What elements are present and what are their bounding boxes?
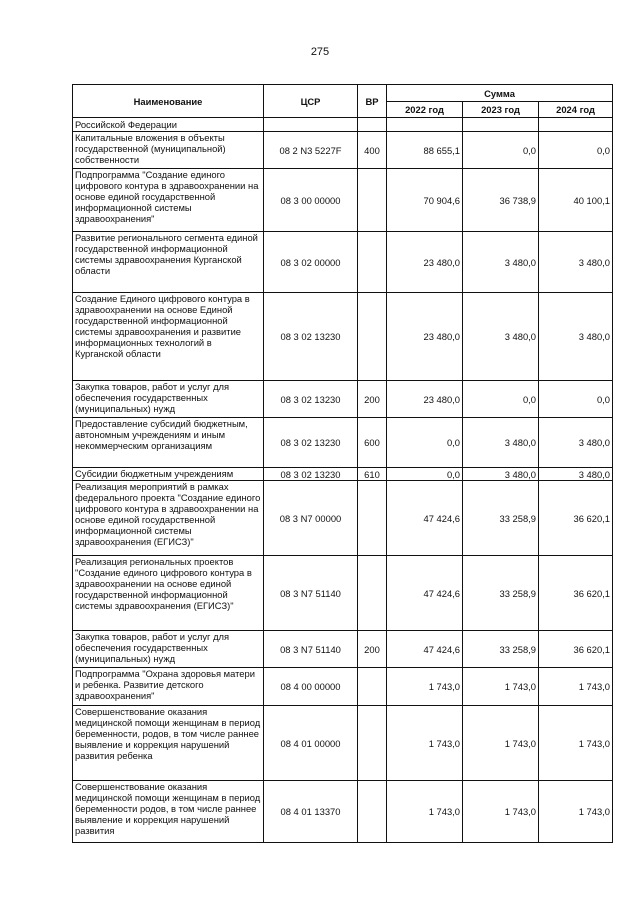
row-2023: 0,0 [463, 132, 539, 169]
header-year-2023: 2023 год [463, 102, 539, 118]
row-2023: 36 738,9 [463, 169, 539, 232]
row-csr: 08 3 N7 51140 [264, 631, 358, 668]
row-2023: 33 258,9 [463, 556, 539, 631]
row-2024: 36 620,1 [539, 631, 613, 668]
row-vr [358, 481, 387, 556]
row-2024: 1 743,0 [539, 668, 613, 706]
row-csr: 08 3 00 00000 [264, 169, 358, 232]
table-row [73, 556, 613, 631]
row-2024: 0,0 [539, 381, 613, 418]
row-vr [358, 706, 387, 781]
table-row [73, 418, 613, 468]
row-name: Развитие регионального сегмента единой государственной информационной системы здравоохранения Курганской области [73, 232, 264, 293]
row-2022: 23 480,0 [387, 293, 463, 381]
row-2022: 88 655,1 [387, 132, 463, 169]
header-csr: ЦСР [264, 85, 358, 118]
row-vr: 610 [358, 468, 387, 481]
row-2022: 23 480,0 [387, 232, 463, 293]
row-csr: 08 3 02 13230 [264, 381, 358, 418]
row-vr [358, 169, 387, 232]
row-2023: 33 258,9 [463, 631, 539, 668]
row-vr [358, 781, 387, 843]
row-2022: 1 743,0 [387, 668, 463, 706]
row-name: Подпрограмма "Создание единого цифрового контура в здравоохранении на основе единой государственной информационной системы здравоохранения" [73, 169, 264, 232]
table-row [73, 232, 613, 293]
row-2024: 1 743,0 [539, 706, 613, 781]
row-2022: 1 743,0 [387, 706, 463, 781]
row-csr: 08 3 02 13230 [264, 468, 358, 481]
table-row [73, 631, 613, 668]
row-2024: 1 743,0 [539, 781, 613, 843]
region-cell: Российской Федерации [73, 118, 264, 132]
table-row [73, 381, 613, 418]
page-number: 275 [310, 46, 330, 58]
row-2023: 33 258,9 [463, 481, 539, 556]
row-name: Реализация региональных проектов "Создание единого цифрового контура в здравоохранении на основе единой государственной информационной системы здравоохранения (ЕГИСЗ)" [73, 556, 264, 631]
row-name: Закупка товаров, работ и услуг для обеспечения государственных (муниципальных) нужд [73, 381, 264, 418]
row-csr: 08 2 N3 5227F [264, 132, 358, 169]
row-csr: 08 3 02 13230 [264, 293, 358, 381]
row-2022: 47 424,6 [387, 631, 463, 668]
row-csr: 08 4 01 00000 [264, 706, 358, 781]
table-row [73, 293, 613, 381]
row-2022: 0,0 [387, 418, 463, 468]
header-vr: ВР [358, 85, 387, 118]
row-vr [358, 232, 387, 293]
row-2023: 1 743,0 [463, 706, 539, 781]
row-vr: 400 [358, 132, 387, 169]
row-2024: 3 480,0 [539, 293, 613, 381]
row-name: Совершенствование оказания медицинской помощи женщинам в период беременности, родов, в том числе раннее выявление и коррекция нарушений развития ребенка [73, 706, 264, 781]
row-2023: 3 480,0 [463, 293, 539, 381]
row-name: Подпрограмма "Охрана здоровья матери и ребенка. Развитие детского здравоохранения" [73, 668, 264, 706]
row-csr: 08 4 00 00000 [264, 668, 358, 706]
row-vr [358, 556, 387, 631]
row-2022: 23 480,0 [387, 381, 463, 418]
row-2023: 1 743,0 [463, 668, 539, 706]
row-name: Реализация мероприятий в рамках федерального проекта "Создание единого цифрового контура в здравоохранении на основе единой государственной информационной системы здравоохранения (ЕГИСЗ)" [73, 481, 264, 556]
header-name: Наименование [73, 85, 264, 118]
row-vr: 600 [358, 418, 387, 468]
row-2023: 3 480,0 [463, 232, 539, 293]
row-name: Капитальные вложения в объекты государственной (муниципальной) собственности [73, 132, 264, 169]
row-2024: 40 100,1 [539, 169, 613, 232]
header-year-2022: 2022 год [387, 102, 463, 118]
row-csr: 08 3 N7 00000 [264, 481, 358, 556]
row-2022: 47 424,6 [387, 481, 463, 556]
row-2024: 0,0 [539, 132, 613, 169]
row-vr [358, 668, 387, 706]
row-csr: 08 3 N7 51140 [264, 556, 358, 631]
row-2024: 3 480,0 [539, 418, 613, 468]
row-csr: 08 3 02 13230 [264, 418, 358, 468]
row-name: Создание Единого цифрового контура в здравоохранении на основе Единой государственной информационной системы здравоохранения и развитие информационных технологий в Курганской области [73, 293, 264, 381]
row-csr: 08 4 01 13370 [264, 781, 358, 843]
row-2024: 36 620,1 [539, 556, 613, 631]
table-row [73, 668, 613, 706]
row-2023: 3 480,0 [463, 418, 539, 468]
row-name: Совершенствование оказания медицинской помощи женщинам в период беременности родов, в том числе раннее выявление и коррекция нарушений развития [73, 781, 264, 843]
header-sum: Сумма [387, 85, 613, 102]
row-vr: 200 [358, 381, 387, 418]
row-2022: 0,0 [387, 468, 463, 481]
row-name: Субсидии бюджетным учреждениям [73, 468, 264, 481]
table-row [73, 132, 613, 169]
row-name: Предоставление субсидий бюджетным, автономным учреждениям и иным некоммерческим организациям [73, 418, 264, 468]
table-row [73, 706, 613, 781]
row-name: Закупка товаров, работ и услуг для обеспечения государственных (муниципальных) нужд [73, 631, 264, 668]
row-2023: 1 743,0 [463, 781, 539, 843]
row-2022: 70 904,6 [387, 169, 463, 232]
row-2023: 3 480,0 [463, 468, 539, 481]
row-2024: 3 480,0 [539, 468, 613, 481]
row-2024: 3 480,0 [539, 232, 613, 293]
table-row [73, 468, 613, 481]
row-2022: 47 424,6 [387, 556, 463, 631]
row-2023: 0,0 [463, 381, 539, 418]
row-vr [358, 293, 387, 381]
table-row [73, 481, 613, 556]
row-2024: 36 620,1 [539, 481, 613, 556]
table-row [73, 781, 613, 843]
row-vr: 200 [358, 631, 387, 668]
budget-table [72, 84, 613, 843]
table-row [73, 169, 613, 232]
row-2022: 1 743,0 [387, 781, 463, 843]
row-csr: 08 3 02 00000 [264, 232, 358, 293]
header-year-2024: 2024 год [539, 102, 613, 118]
